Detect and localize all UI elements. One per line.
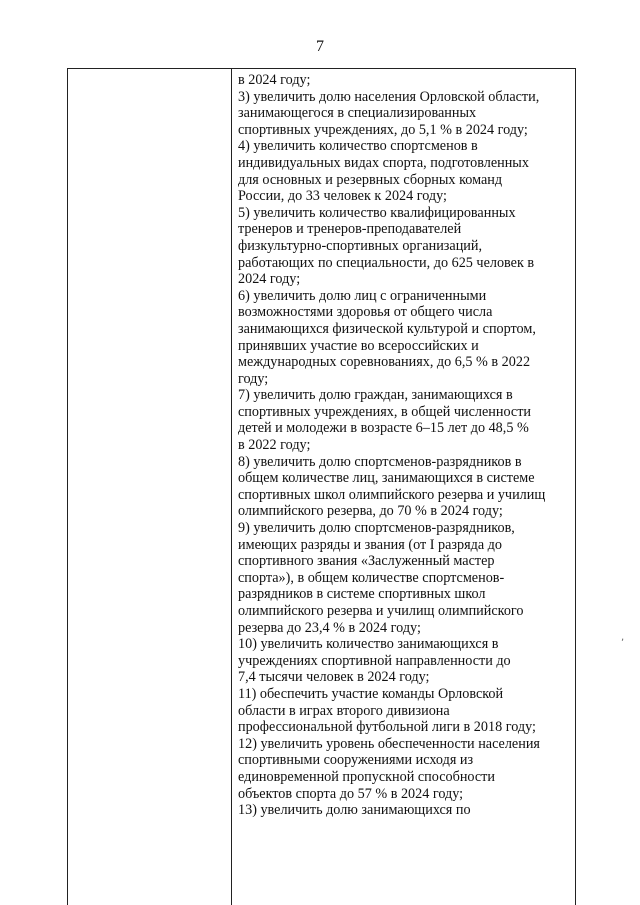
text-line: году; <box>238 370 269 387</box>
text-line: 7,4 тысячи человек в 2024 году; <box>238 669 430 686</box>
text-line: тренеров и тренеров-преподавателей <box>238 221 462 238</box>
text-line: международных соревнованиях, до 6,5 % в 2022 <box>238 354 531 371</box>
content-table <box>67 68 576 905</box>
text-line: спортивных учреждениях, до 5,1 % в 2024 году; <box>238 121 528 138</box>
text-line: спортивных школ олимпийского резерва и училищ <box>238 486 546 503</box>
text-line: занимающегося в специализированных <box>238 105 477 122</box>
text-line: 5) увеличить количество квалифицированных <box>238 204 516 221</box>
text-line: учреждениях спортивной направленности до <box>238 652 511 669</box>
text-line: 10) увеличить количество занимающихся в <box>238 636 499 653</box>
text-line: имеющих разряды и звания (от I разряда до <box>238 536 502 553</box>
text-line: физкультурно-спортивных организаций, <box>238 237 483 254</box>
text-line: резерва до 23,4 % в 2024 году; <box>238 619 421 636</box>
text-line: 4) увеличить количество спортсменов в <box>238 138 478 155</box>
text-line: возможностями здоровья от общего числа <box>238 304 493 321</box>
table-left-column <box>68 69 232 905</box>
text-line: области в играх второго дивизиона <box>238 702 450 719</box>
text-line: общем количестве лиц, занимающихся в системе <box>238 470 535 487</box>
text-line: 2024 году; <box>238 271 301 288</box>
table-right-column <box>238 72 573 819</box>
text-line: спортивного звания «Заслуженный мастер <box>238 553 495 570</box>
text-line: индивидуальных видах спорта, подготовленных <box>238 154 529 171</box>
text-line: спортивных учреждениях, в общей численности <box>238 403 532 420</box>
text-line: работающих по специальности, до 625 человек в <box>238 254 535 271</box>
text-line: 11) обеспечить участие команды Орловской <box>238 685 504 702</box>
text-line: в 2024 году; <box>238 72 311 88</box>
text-line: 3) увеличить долю населения Орловской области, <box>238 88 540 105</box>
text-line: России, до 33 человек к 2024 году; <box>238 188 447 205</box>
text-line: 8) увеличить долю спортсменов-разрядников в <box>238 453 522 470</box>
text-line: детей и молодежи в возрасте 6–15 лет до 48,5 % <box>238 420 529 437</box>
text-line: 7) увеличить долю граждан, занимающихся в <box>238 387 513 404</box>
text-line: 9) увеличить долю спортсменов-разрядников, <box>238 520 515 537</box>
text-line: 12) увеличить уровень обеспеченности населения <box>238 735 540 752</box>
text-line: олимпийского резерва, до 70 % в 2024 году; <box>238 503 503 520</box>
text-line: 6) увеличить долю лиц с ограниченными <box>238 287 487 304</box>
text-line: для основных и резервных сборных команд <box>238 171 503 188</box>
scan-mark: , <box>621 632 625 643</box>
text-line: в 2022 году; <box>238 437 311 454</box>
text-line: 13) увеличить долю занимающихся по <box>238 802 471 819</box>
text-line: спортивными сооружениями исходя из <box>238 752 474 769</box>
text-line: профессиональной футбольной лиги в 2018 году; <box>238 719 536 736</box>
text-line: занимающихся физической культурой и спортом, <box>238 320 536 337</box>
text-line: единовременной пропускной способности <box>238 768 495 785</box>
text-line: разрядников в системе спортивных школ <box>238 586 486 603</box>
text-line: спорта»), в общем количестве спортсменов- <box>238 569 505 586</box>
text-line: объектов спорта до 57 % в 2024 году; <box>238 785 464 802</box>
text-line: олимпийского резерва и училищ олимпийского <box>238 603 524 619</box>
text-line: принявших участие во всероссийских и <box>238 337 479 354</box>
page-number: 7 <box>316 38 324 55</box>
